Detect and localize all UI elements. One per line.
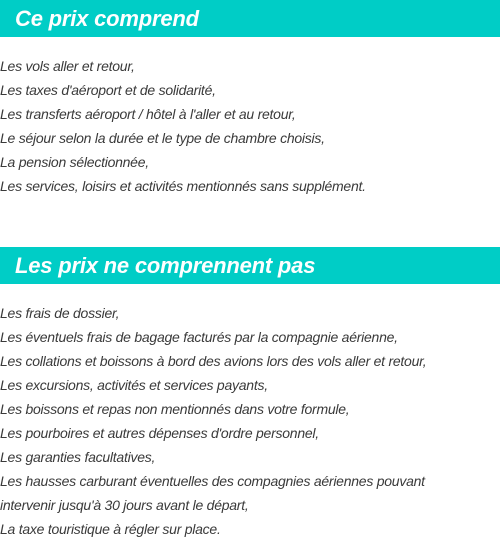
included-item: Les vols aller et retour, (0, 58, 135, 74)
included-item: Les taxes d'aéroport et de solidarité, (0, 82, 216, 98)
excluded-item: Les hausses carburant éventuelles des compagnies aériennes pouvant (0, 473, 425, 489)
excluded-items-list (0, 301, 500, 541)
excluded-item: Les garanties facultatives, (0, 449, 156, 465)
excluded-item: Les éventuels frais de bagage facturés par la compagnie aérienne, (0, 329, 398, 345)
included-item: Les transferts aéroport / hôtel à l'aller et au retour, (0, 106, 296, 122)
included-items-list (0, 54, 500, 198)
excluded-item: La taxe touristique à régler sur place. (0, 521, 221, 537)
excluded-item: Les boissons et repas non mentionnés dans votre formule, (0, 401, 350, 417)
included-item: La pension sélectionnée, (0, 154, 149, 170)
excluded-section-title: Les prix ne comprennent pas (0, 247, 500, 284)
excluded-item: intervenir jusqu'à 30 jours avant le départ, (0, 497, 249, 513)
included-item: Le séjour selon la durée et le type de chambre choisis, (0, 130, 325, 146)
included-item: Les services, loisirs et activités mentionnés sans supplément. (0, 178, 366, 194)
excluded-item: Les frais de dossier, (0, 305, 120, 321)
included-section-title: Ce prix comprend (0, 0, 500, 37)
excluded-item: Les pourboires et autres dépenses d'ordre personnel, (0, 425, 319, 441)
excluded-item: Les collations et boissons à bord des avions lors des vols aller et retour, (0, 353, 427, 369)
excluded-item: Les excursions, activités et services payants, (0, 377, 268, 393)
